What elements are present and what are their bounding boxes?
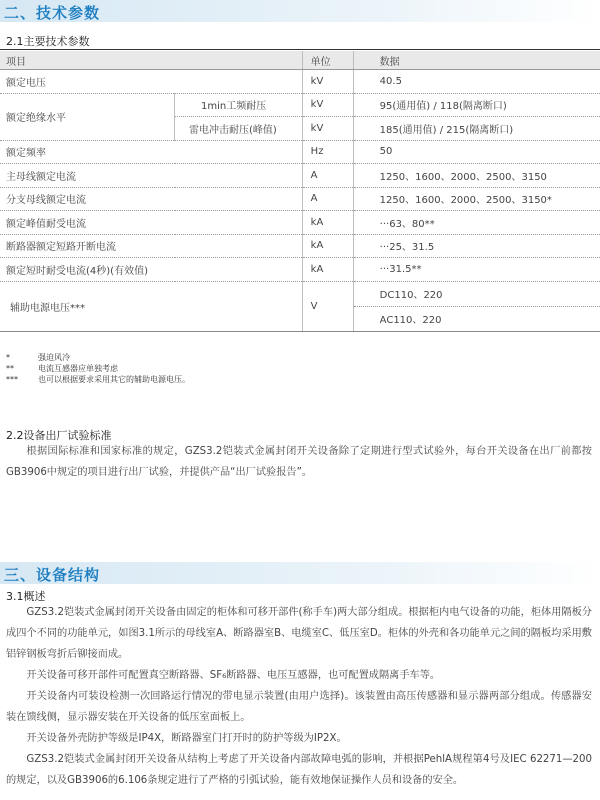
overview-paragraphs — [6, 602, 592, 791]
row-label: 辅助电源电压*** — [0, 281, 302, 331]
row-unit: kV — [302, 70, 353, 94]
note-mark: ** — [6, 364, 14, 373]
row-label: 额定峰值耐受电流 — [0, 211, 302, 235]
row-value: AC110、220 — [353, 306, 600, 331]
row-value: 185(通用值) / 215(隔离断口) — [353, 117, 600, 141]
row-label: 额定绝缘水平 — [0, 93, 175, 140]
row-value: 1250、1600、2000、2500、3150 — [353, 164, 600, 188]
table-row — [0, 140, 600, 164]
table-row — [0, 70, 600, 94]
header-item: 项目 — [0, 51, 302, 70]
row-unit: kA — [302, 258, 353, 282]
row-unit: kV — [302, 117, 353, 141]
row-label: 断路器额定短路开断电流 — [0, 234, 302, 258]
divider — [0, 49, 600, 50]
subsection-title-main-params: 2.1主要技术参数 — [6, 35, 90, 48]
paragraph-text: 开关设备外壳防护等级是IP4X，断路器室门打开时的防护等级为IP2X。 — [26, 733, 347, 744]
paragraph-text: 开关设备可移开部件可配置真空断路器、SF₆断路器、电压互感器，也可配置成隔离手车等。 — [26, 670, 441, 681]
row-label: 额定频率 — [0, 140, 302, 164]
row-unit: kV — [302, 93, 353, 117]
row-value: DC110、220 — [353, 281, 600, 306]
section-header-structure — [0, 562, 600, 584]
row-unit: Hz — [302, 140, 353, 164]
factory-test-paragraph — [6, 441, 592, 483]
paragraph-text: 开关设备内可装设检测一次回路运行情况的带电显示装置(由用户选择)。该装置由高压传感器和显示器两部分组成。传感器安装在馈线侧，显示器安装在开关设备的低压室面板上。 — [6, 691, 592, 723]
note-item — [6, 352, 190, 363]
row-value: 1250、1600、2000、2500、3150* — [353, 187, 600, 211]
row-label: 额定短时耐受电流(4秒)(有效值) — [0, 258, 302, 282]
note-mark: *** — [6, 375, 18, 384]
subsection-title-overview: 3.1概述 — [6, 590, 46, 603]
section-header-technical — [0, 0, 600, 22]
table-row — [0, 187, 600, 211]
row-value: ···31.5** — [353, 258, 600, 282]
note-text: 电流互感器应单独考虑 — [38, 364, 118, 373]
paragraph-text: GZS3.2铠装式金属封闭开关设备由固定的柜体和可移开部件(称手车)两大部分组成。根据柜内电气设备的功能，柜体用隔板分成四个不同的功能单元，如图3.1所示的母线室A、断路器室B、电缆室C、低压室D。柜体的外壳和各功能单元之间的隔板均采用敷铝锌钢板弯折后铆接而成。 — [6, 607, 592, 660]
header-data: 数据 — [353, 51, 600, 70]
subsection-title-factory-test: 2.2设备出厂试验标准 — [6, 429, 112, 442]
note-item — [6, 363, 190, 374]
section-title: 三、设备结构 — [4, 566, 101, 584]
row-sublabel: 1min工频耐压 — [175, 93, 303, 117]
table-header-row — [0, 51, 600, 70]
note-text: 强迫风冷 — [38, 353, 70, 362]
table-row — [0, 211, 600, 235]
table-row — [0, 93, 600, 117]
note-text: 也可以根据要求采用其它的辅助电源电压。 — [38, 375, 190, 384]
row-label: 主母线额定电流 — [0, 164, 302, 188]
note-item — [6, 374, 190, 385]
note-mark: * — [6, 353, 10, 362]
row-value: ···63、80** — [353, 211, 600, 235]
spec-table — [0, 51, 600, 332]
header-unit: 单位 — [302, 51, 353, 70]
row-value: ···25、31.5 — [353, 234, 600, 258]
row-unit: kA — [302, 234, 353, 258]
row-label: 分支母线额定电流 — [0, 187, 302, 211]
row-sublabel: 雷电冲击耐压(峰值) — [175, 117, 303, 141]
table-row — [0, 164, 600, 188]
row-value: 95(通用值) / 118(隔离断口) — [353, 93, 600, 117]
section-title: 二、技术参数 — [4, 4, 101, 22]
paragraph-text: GZS3.2铠装式金属封闭开关设备从结构上考虑了开关设备内部故障电弧的影响，并根据PehlA规程第4号及IEC 62271—200的规定，以及GB3906的6.106条规定进行了严格的引弧试验，能有效地保证操作人员和设备的安全。 — [6, 754, 592, 786]
row-value: 40.5 — [353, 70, 600, 94]
row-unit: A — [302, 187, 353, 211]
row-unit: V — [302, 281, 353, 331]
row-unit: kA — [302, 211, 353, 235]
row-value: 50 — [353, 140, 600, 164]
table-row — [0, 281, 600, 306]
paragraph-text: 根据国际标准和国家标准的规定，GZS3.2铠装式金属封闭开关设备除了定期进行型式试验外，每台开关设备在出厂前都按GB3906中规定的项目进行出厂试验，并提供产品“出厂试验报告”。 — [6, 446, 592, 478]
table-row — [0, 234, 600, 258]
row-label: 额定电压 — [0, 70, 302, 94]
row-unit: A — [302, 164, 353, 188]
table-notes — [6, 352, 190, 385]
table-row — [0, 258, 600, 282]
